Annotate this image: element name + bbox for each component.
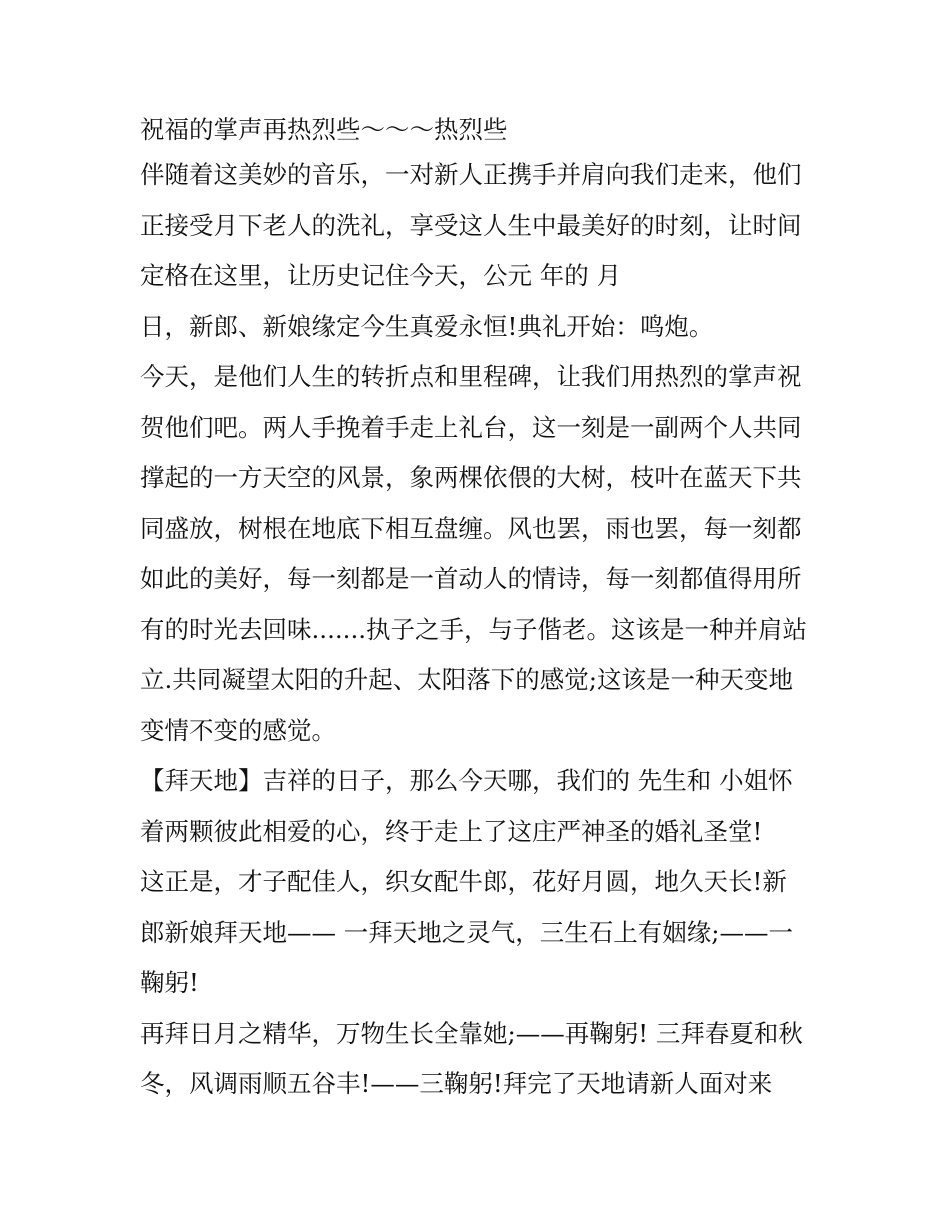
- text-line: 日，新郎、新娘缘定今生真爱永恒!典礼开始：鸣炮。: [140, 311, 714, 341]
- text-line: 正接受月下老人的洗礼，享受这人生中最美好的时刻，让时间: [140, 210, 802, 240]
- text-line: 撑起的一方天空的风景，象两棵依偎的大树，枝叶在蓝天下共: [140, 463, 802, 492]
- text-line: 祝福的掌声再热烈些～～～热烈些: [140, 115, 508, 144]
- document-body: [140, 110, 820, 1110]
- text-line: 同盛放，树根在地底下相互盘缠。风也罢，雨也罢，每一刻都: [140, 513, 802, 543]
- text-line: 变情不变的感觉。: [140, 715, 336, 745]
- text-line: 贺他们吧。两人手挽着手走上礼台，这一刻是一副两个人共同: [140, 412, 802, 442]
- text-line: 有的时光去回味.......执子之手，与子偕老。这该是一种并肩站: [140, 614, 808, 644]
- text-line: 鞠躬!: [140, 968, 199, 997]
- text-line: 这正是，才子配佳人，织女配牛郎，花好月圆，地久天长!新: [140, 867, 787, 896]
- text-line: 冬，风调雨顺五谷丰!——三鞠躬!拜完了天地请新人面对来: [140, 1069, 773, 1098]
- text-line: 再拜日月之精华，万物生长全靠她;——再鞠躬! 三拜春夏和秋: [140, 1018, 803, 1048]
- text-line: 伴随着这美妙的音乐，一对新人正携手并肩向我们走来，他们: [140, 160, 802, 189]
- text-line: 【拜天地】吉祥的日子，那么今天哪，我们的 先生和 小姐怀: [140, 766, 793, 795]
- text-line: 郎新娘拜天地—— 一拜天地之灵气，三生石上有姻缘;——一: [140, 917, 794, 947]
- text-line: 如此的美好，每一刻都是一首动人的情诗，每一刻都值得用所: [140, 564, 802, 593]
- text-line: 今天，是他们人生的转折点和里程碑，让我们用热烈的掌声祝: [140, 362, 802, 391]
- text-line: 定格在这里，让历史记住今天，公元 年的 月: [140, 261, 622, 290]
- text-line: 着两颗彼此相爱的心，终于走上了这庄严神圣的婚礼圣堂!: [140, 816, 763, 846]
- text-line: 立.共同凝望太阳的升起、太阳落下的感觉;这该是一种天变地: [140, 665, 794, 694]
